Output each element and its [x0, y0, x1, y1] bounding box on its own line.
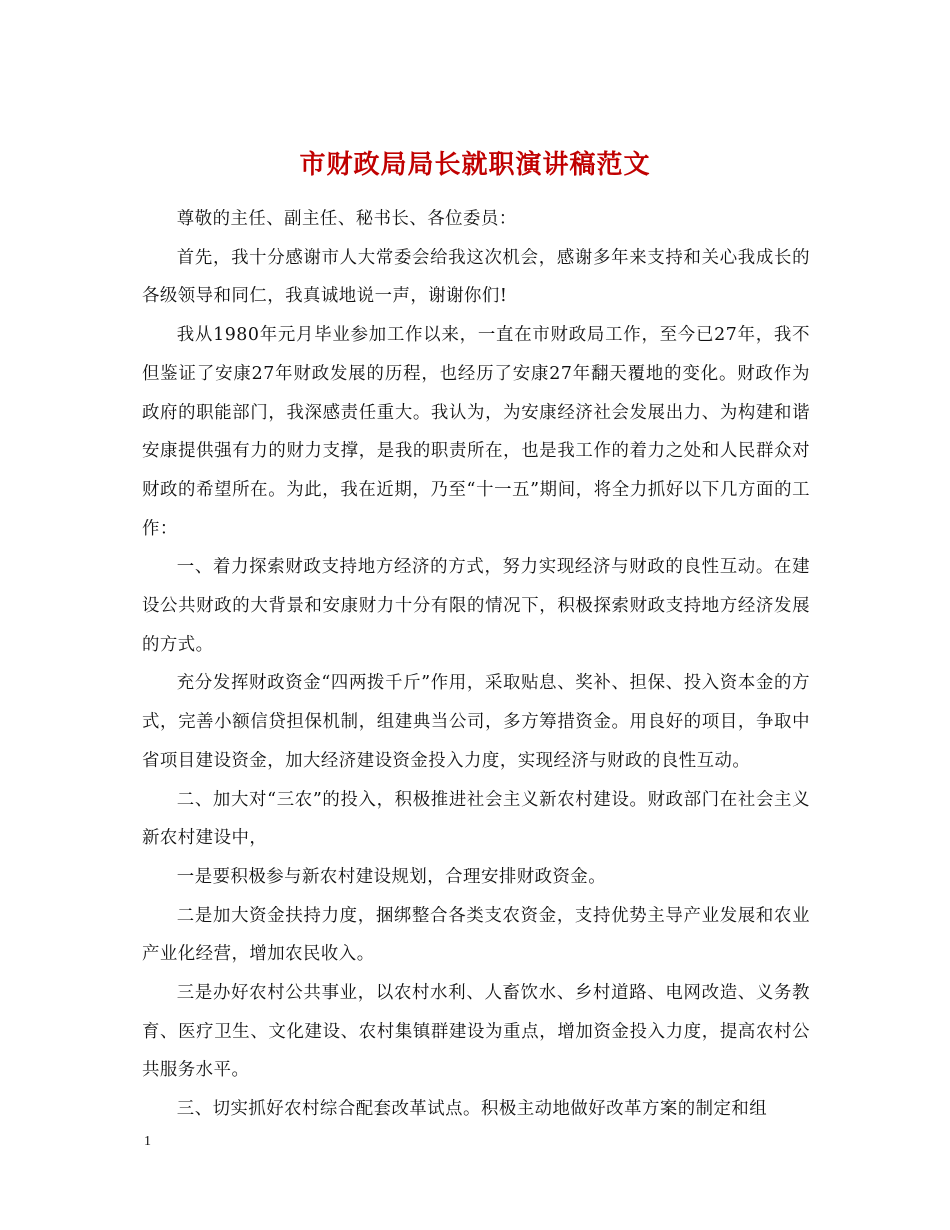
document-body [142, 200, 810, 1129]
paragraph-point-two: 二、加大对“三农”的投入，积极推进社会主义新农村建设。财政部门在社会主义新农村建设中， [142, 789, 810, 849]
paragraph-point-three: 三、切实抓好农村综合配套改革试点。积极主动地做好改革方案的制定和组 [176, 1099, 768, 1120]
paragraph-career: 我从1980年元月毕业参加工作以来，一直在市财政局工作，至今已27年，我不但鉴证了安康27年财政发展的历程，也经历了安康27年翻天覆地的变化。财政作为政府的职能部门，我深感责任重大。我认为，为安康经济社会发展出力、为构建和谐安康提供强有力的财力支撑，是我的职责所在，也是我工作的着力之处和人民群众对财政的希望所在。为此，我在近期，乃至“十一五”期间，将全力抓好以下几方面的工作： [142, 325, 810, 539]
paragraph-item-two: 二是加大资金扶持力度，捆绑整合各类支农资金，支持优势主导产业发展和农业产业化经营，增加农民收入。 [142, 905, 810, 965]
paragraph-point-one: 一、着力探索财政支持地方经济的方式，努力实现经济与财政的良性互动。在建设公共财政的大背景和安康财力十分有限的情况下，积极探索财政支持地方经济发展的方式。 [142, 557, 810, 655]
paragraph-salutation: 尊敬的主任、副主任、秘书长、各位委员： [176, 209, 517, 229]
page-number: 1 [144, 1134, 151, 1149]
paragraph-thanks: 首先，我十分感谢市人大常委会给我这次机会，感谢多年来支持和关心我成长的各级领导和同仁，我真诚地说一声，谢谢你们! [142, 247, 810, 307]
paragraph-item-three: 三是办好农村公共事业，以农村水利、人畜饮水、乡村道路、电网改造、义务教育、医疗卫生、文化建设、农村集镇群建设为重点，增加资金投入力度，提高农村公共服务水平。 [142, 983, 810, 1081]
document-title: 市财政局局长就职演讲稿范文 [299, 150, 651, 181]
paragraph-funding: 充分发挥财政资金“四两拨千斤”作用，采取贴息、奖补、担保、投入资本金的方式，完善小额信贷担保机制，组建典当公司，多方筹措资金。用良好的项目，争取中省项目建设资金，加大经济建设资金投入力度，实现经济与财政的良性互动。 [142, 673, 810, 771]
paragraph-item-one: 一是要积极参与新农村建设规划，合理安排财政资金。 [176, 866, 607, 887]
